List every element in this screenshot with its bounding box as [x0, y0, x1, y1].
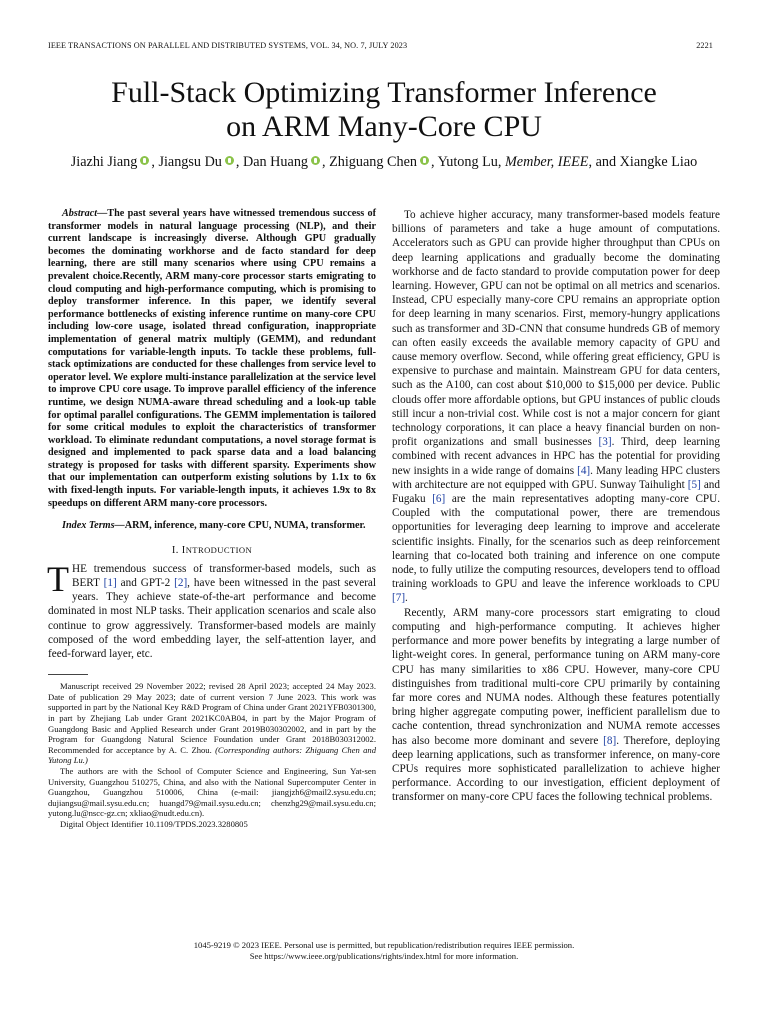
author-name: Jiazhi Jiang — [70, 154, 138, 170]
author-name: Yutong Lu — [437, 154, 498, 170]
author-list: Jiazhi Jiang , Jiangsu Du , Dan Huang , Zhiguang Chen , Yutong Lu, Member, IEEE, and Xiangke Liao — [70, 154, 698, 170]
author-membership: Member, IEEE — [504, 154, 589, 170]
index-terms-text: ARM, inference, many-core CPU, NUMA, transformer. — [124, 520, 366, 532]
corresponding-authors: (Corresponding authors: Zhiguang Chen and Yutong Lu.) — [48, 744, 376, 766]
index-terms-label: Index Terms— — [62, 520, 125, 532]
footnote-manuscript: Manuscript received 29 November 2022; revised 28 April 2023; accepted 24 May 2023. Date of publication 29 May 2023; date of current version 7 June 2023. This work was supported in part by the National Key R&D Program of China under Grant 2021YFB0301300, in part by Zhejiang Lab under Grant 2021KC0AB04, in part by the Major Program of Guangdong Basic and Applied Research under Grant 2019B030302002, and in part by the Program for Guangdong Natural Science Foundation under Grant 2018B030312002. Recommended for acceptance by A. C. Zhou. (Corresponding authors: Zhiguang Chen and Yutong Lu.) — [48, 681, 376, 766]
running-head — [48, 41, 713, 53]
orcid-icon[interactable] — [140, 156, 149, 165]
footnote-affiliation: The authors are with the School of Computer Science and Engineering, Sun Yat-sen University, Guangzhou 510275, China, and also with the National Supercomputer Center in Guangzhou, Guangzhou 510006, China (e-mail: jiangjzh6@mail2.sysu.edu.cn; dujiangsu@mail.sysu.edu.cn; huangd79@mail.sysu.edu.cn; chenzhg29@mail.sysu.edu.cn; yutong.lu@nscc-gz.cn; xkliao@nudt.edu.cn). — [48, 766, 376, 819]
copyright-notice — [0, 940, 768, 962]
abstract-label: Abstract— — [62, 208, 108, 219]
citation-link[interactable]: [2] — [174, 577, 188, 590]
intro-paragraph-1: THE tremendous success of transformer-based models, such as BERT [1] and GPT-2 [2], have been witnessed in the past several years. They achieve state-of-the-art performance and become dominated in most NLP tasks. Their application scenarios and scale also continue to grow aggressively. Transformer-based models are mainly composed of the word embedding layer, the self-attention layer, and feed-forward layer, etc. — [47, 558, 376, 661]
orcid-icon[interactable] — [420, 156, 429, 165]
orcid-icon[interactable] — [225, 156, 234, 165]
footnote-divider — [48, 674, 88, 675]
abstract — [48, 208, 376, 510]
citation-link[interactable]: [5] — [687, 478, 701, 491]
citation-link[interactable]: [8] — [603, 734, 617, 747]
left-column — [48, 208, 376, 830]
index-terms — [48, 520, 376, 533]
right-column — [392, 208, 720, 805]
section-heading-introduction: I. INTRODUCTION — [171, 544, 253, 556]
title-line-1: Full-Stack Optimizing Transformer Inference — [111, 76, 657, 109]
citation-link[interactable]: [7] — [392, 592, 406, 605]
author-name: Jiangsu Du — [158, 154, 222, 170]
author-name: Zhiguang Chen — [329, 154, 417, 170]
paper-title — [0, 76, 768, 144]
page-number: 2221 — [696, 41, 713, 50]
intro-paragraph-2: To achieve higher accuracy, many transformer-based models feature billions of parameters and take a huge amount of computations. Accelerators such as GPU can provide higher throughput than CPUs on deep learning applications and gradually become the dominating workhorse and de facto standard to provide computation power for deep learning. However, GPU can not be optimal on all metrics and scenarios. Instead, CPU especially many-core CPU remains an appropriate option for deep learning in many scenarios. First, memory-hungry applications such as transformer and 3D-CNN that consume hundreds GB of memory can often easily exceeds the available memory capacity of GPU and cause memory overflow. Second, while offering great efficiency, GPU is expensive to purchase and maintain. Mainstream GPU for data centers, such as the A100, can cost about $10,000 to $15,000 per device. Public clouds offer more affordable options, but GPU instances of public clouds still incur a non-trivial cost. While cost is not a major concern for giant technology corporations, it can place a heavy financial burden on non-profit organizations and small businesses [3]. Third, deep learning combined with recent advances in HPC has the potential for providing new insights in a wide range of domains [4]. Many leading HPC clusters with architecture are not equipped with GPU. Sunway Taihulight [5] and Fugaku [6] are the main representatives adopting many-core CPU. Coupled with the computational power, there are tremendous opportunities for leveraging deep learning to improve and accelerate scientific insights. Finally, for the scenarios such as deep reinforcement learning that co-located both training and inference on one compute node, to fully utilize the computing resources, developers tend to offload training workloads to GPU and leave the inference workloads to CPU [7]. — [392, 209, 721, 605]
citation-link[interactable]: [6] — [432, 493, 446, 506]
copyright-line-1: 1045-9219 © 2023 IEEE. Personal use is permitted, but republication/redistribution requires IEEE permission. — [193, 940, 575, 950]
citation-link[interactable]: [3] — [598, 436, 612, 449]
orcid-icon[interactable] — [311, 156, 320, 165]
citation-link[interactable]: [4] — [577, 464, 591, 477]
title-line-2: on ARM Many-Core CPU — [226, 110, 542, 143]
abstract-text: The past several years have witnessed tremendous success of transformer models in natural language processing (NLP), and their current landscape is increasingly diverse. Although GPU gradually becomes the dominating workhorse and de facto standard for deep learning, there are still many scenarios where using CPU remains a prevalent choice.Recently, ARM many-core processor starts emigrating to cloud computing and high-performance computing, which is promising to deploy transformer inference. In this paper, we identify several performance bottlenecks of existing inference runtime on many-core CPU including low-core usage, isolated thread configuration, inappropriate implementation of general matrix multiply (GEMM), and redundant computations for variable-length inputs. To tackle these problems, full-stack optimizations are conducted for these challenges from service level to operator level. We explore multi-instance parallelization at the service level to improve CPU core usage. To improve parallel efficiency of the inference runtime, we design NUMA-aware thread scheduling and a look-up table for optimal parallel configurations. The GEMM implementation is tailored for some critical modules to exploit the characteristics of transformer workload. To eliminate redundant computations, a novel storage format is designed and implemented to pack sparse data and a load balancing strategy is proposed for tasks with different sparsity. Experiments show that our implementation can outperform existing solutions by 1.1x to 6x with fixed-length inputs. For variable-length inputs, it achieves 1.9x to 8x speedups on different ARM many-core processors. — [48, 208, 376, 509]
footnote-doi: Digital Object Identifier 10.1109/TPDS.2023.3280805 — [60, 818, 248, 829]
drop-cap: T — [47, 558, 69, 599]
intro-paragraph-3: Recently, ARM many-core processors start emigrating to cloud computing and high-performance computing. It achieves higher performance and more power benefits by integrating a large number of light-weight cores. In general, performance tuning on ARM many-core CPU has many similarities to x86 CPU. However, many-core CPU distinguishes from traditional multi-core CPU primarily by containing far more cores and NUMA nodes. Although these features potentially bring higher aggregate computing power, inefficient parallelism due to cache contention, thread synchronization and NUMA remote accesses has also become more dominant and severe [8]. Therefore, deploying deep learning applications, such as transformer inference, on many-core CPUs requires more sophisticated parallelization to achieve higher performance. According to our investigation, efficient deployment of transformer on many-core CPU faces the following technical problems. — [392, 606, 720, 804]
author-name: Dan Huang — [243, 154, 309, 170]
citation-link[interactable]: [1] — [103, 577, 117, 590]
journal-name: IEEE TRANSACTIONS ON PARALLEL AND DISTRIBUTED SYSTEMS, VOL. 34, NO. 7, JULY 2023 — [48, 41, 408, 50]
author-name: Xiangke Liao — [619, 154, 698, 170]
copyright-line-2: See https://www.ieee.org/publications/rights/index.html for more information. — [249, 951, 519, 961]
